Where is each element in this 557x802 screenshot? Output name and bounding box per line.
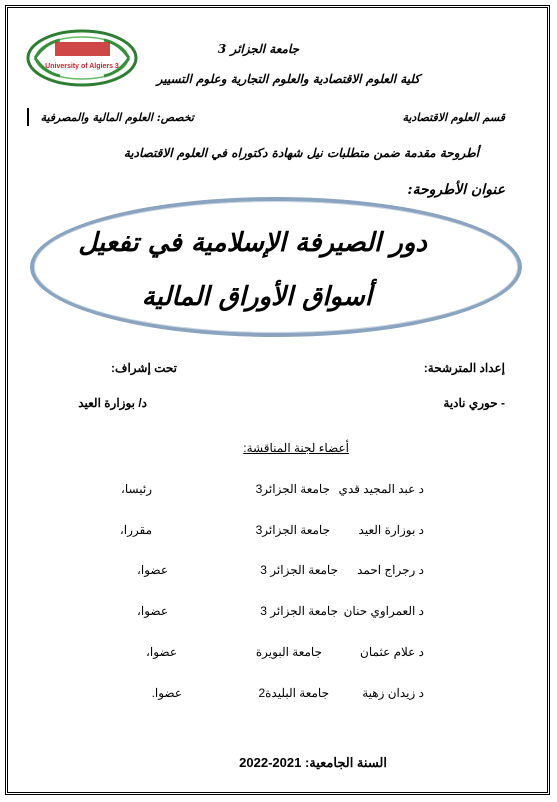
thesis-title-line2: أسواق الأوراق المالية <box>141 282 372 312</box>
faculty-name: كلية العلوم الاقتصادية والعلوم التجارية وعلوم التسيير <box>156 72 420 86</box>
candidate-name: - حوري نادية <box>443 396 505 410</box>
divider <box>27 108 29 126</box>
thesis-type: أطروحة مقدمة ضمن متطلبات نيل شهادة دكتوراه في العلوم الاقتصادية <box>123 146 479 160</box>
thesis-title-line1: دور الصيرفة الإسلامية في تفعيل <box>78 228 427 258</box>
committee-member-role: عضوا، <box>146 645 177 659</box>
prepared-by-label: إعداد المترشحة: <box>423 361 505 375</box>
committee-member-role: عضوا، <box>137 604 168 618</box>
svg-text:University of Algiers 3: University of Algiers 3 <box>45 63 119 70</box>
committee-member-name: د عبد المجيد قدي <box>338 482 424 496</box>
committee-member-name: د رجراج احمد <box>357 563 424 577</box>
title-label: عنوان الأطروحة: <box>407 182 505 198</box>
academic-year: السنة الجامعية: 2021-2022 <box>239 755 387 770</box>
committee-member-university: جامعة الجزائر 3 <box>260 563 338 577</box>
committee-member-name: د زيدان زهية <box>362 686 424 700</box>
committee-member-university: جامعة الجزائر3 <box>255 482 330 496</box>
committee-member-name: د علام عثمان <box>360 645 424 659</box>
committee-member-name: د العمراوي حنان <box>343 604 424 618</box>
department-name: قسم العلوم الاقتصادية <box>402 111 505 124</box>
supervised-by-label: تحت إشراف: <box>111 361 177 375</box>
committee-member-university: جامعة البويرة <box>255 645 322 659</box>
committee-label: أعضاء لجنة المناقشة: <box>243 441 349 455</box>
committee-member-role: عضوا، <box>137 563 168 577</box>
committee-member-role: مقررا، <box>119 523 152 537</box>
university-name: جامعة الجزائر 3 <box>217 42 299 56</box>
university-logo <box>25 28 140 88</box>
committee-member-university: جامعة البليدة2 <box>258 686 329 700</box>
committee-member-role: رئيسا، <box>121 482 152 496</box>
specialty-name: تخصص: العلوم المالية والمصرفية <box>40 111 194 124</box>
supervisor-name: د/ بوزارة العيد <box>78 396 147 410</box>
committee-member-university: جامعة الجزائر3 <box>255 523 330 537</box>
committee-member-name: د بوزارة العيد <box>358 523 424 537</box>
committee-member-role: عضوا. <box>151 686 182 700</box>
title-ellipse <box>30 197 522 337</box>
committee-member-university: جامعة الجزائر 3 <box>260 604 338 618</box>
